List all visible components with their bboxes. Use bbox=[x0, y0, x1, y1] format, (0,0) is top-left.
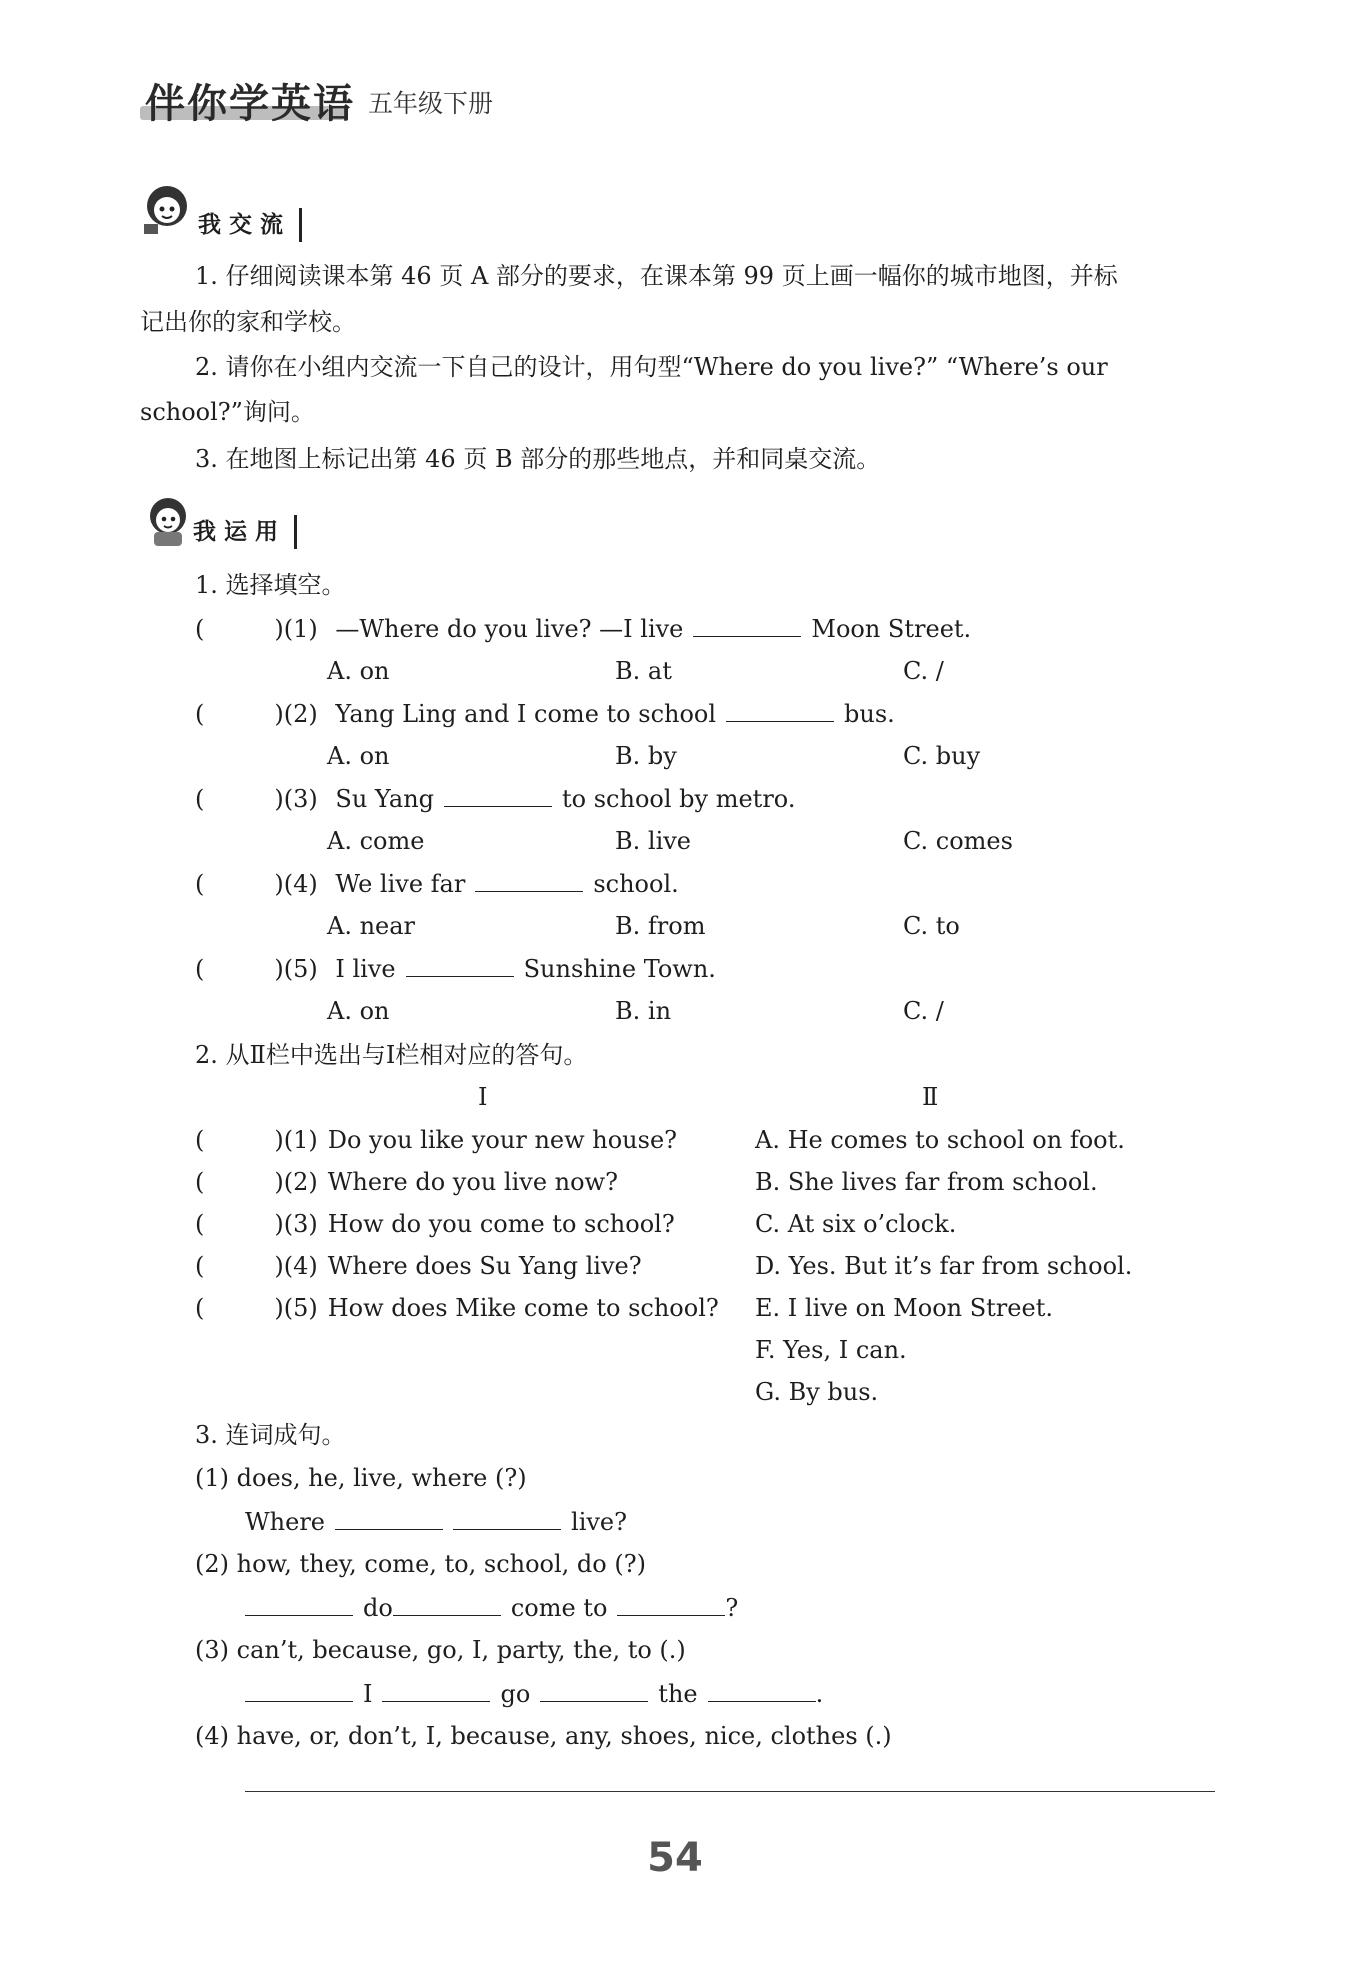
match-left-item: ( )(2) Where do you live now? bbox=[195, 1168, 618, 1196]
paragraph-line: school?”询问。 bbox=[140, 398, 315, 426]
option-c: C. buy bbox=[903, 742, 981, 770]
question-title: 2. 从Ⅱ栏中选出与Ⅰ栏相对应的答句。 bbox=[195, 1041, 588, 1069]
book-subtitle: 五年级下册 bbox=[368, 89, 494, 118]
option-b: B. from bbox=[615, 912, 706, 940]
question-title: 1. 选择填空。 bbox=[195, 571, 346, 599]
word-order-prompt: (4) have, or, don’t, I, because, any, shoes, nice, clothes (.) bbox=[195, 1722, 892, 1750]
mascot-icon bbox=[138, 180, 196, 238]
answer-blank[interactable] bbox=[617, 1591, 725, 1616]
match-right-item: B. She lives far from school. bbox=[755, 1168, 1098, 1196]
match-right-item: D. Yes. But it’s far from school. bbox=[755, 1252, 1133, 1280]
match-left-item: ( )(5) How does Mike come to school? bbox=[195, 1294, 719, 1322]
option-b: B. by bbox=[615, 742, 677, 770]
answer-blank[interactable] bbox=[708, 1677, 816, 1702]
mascot-icon bbox=[138, 492, 196, 550]
option-b: B. at bbox=[615, 657, 672, 685]
paragraph-line: 3. 在地图上标记出第 46 页 B 部分的那些地点，并和同桌交流。 bbox=[195, 445, 881, 473]
match-right-item: A. He comes to school on foot. bbox=[755, 1126, 1125, 1154]
word-order-prompt: (1) does, he, live, where (?) bbox=[195, 1464, 527, 1492]
choice-question: ( )(4) We live far school. bbox=[195, 867, 679, 900]
answer-blank[interactable] bbox=[335, 1505, 443, 1530]
choice-question: ( )(1) —Where do you live? —I live Moon Street. bbox=[195, 612, 971, 645]
page-number: 54 bbox=[647, 1835, 703, 1881]
answer-blank[interactable] bbox=[393, 1591, 501, 1616]
column-header-2: Ⅱ bbox=[922, 1083, 939, 1111]
word-order-answer: I go the . bbox=[245, 1677, 823, 1710]
choice-question: ( )(5) I live Sunshine Town. bbox=[195, 952, 716, 985]
option-a: A. on bbox=[327, 657, 390, 685]
book-title: 伴你学英语 bbox=[145, 81, 355, 127]
choice-question: ( )(3) Su Yang to school by metro. bbox=[195, 782, 795, 815]
answer-blank[interactable] bbox=[406, 952, 514, 977]
match-right-item: F. Yes, I can. bbox=[755, 1336, 907, 1364]
answer-blank[interactable] bbox=[444, 782, 552, 807]
option-c: C. / bbox=[903, 997, 944, 1025]
word-order-prompt: (3) can’t, because, go, I, party, the, to (.) bbox=[195, 1636, 686, 1664]
option-a: A. come bbox=[327, 827, 425, 855]
column-header-1: Ⅰ bbox=[478, 1083, 488, 1111]
answer-line[interactable] bbox=[245, 1791, 1215, 1792]
answer-blank[interactable] bbox=[726, 697, 834, 722]
answer-blank[interactable] bbox=[540, 1677, 648, 1702]
option-a: A. near bbox=[327, 912, 416, 940]
match-right-item: E. I live on Moon Street. bbox=[755, 1294, 1053, 1322]
match-right-item: C. At six o’clock. bbox=[755, 1210, 957, 1238]
option-a: A. on bbox=[327, 997, 390, 1025]
answer-blank[interactable] bbox=[475, 867, 583, 892]
option-c: C. comes bbox=[903, 827, 1013, 855]
section-heading-communicate: 我交流 bbox=[198, 208, 302, 242]
word-order-prompt: (2) how, they, come, to, school, do (?) bbox=[195, 1550, 646, 1578]
paragraph-line: 2. 请你在小组内交流一下自己的设计，用句型“Where do you live?” “Where’s our bbox=[195, 353, 1108, 381]
option-b: B. live bbox=[615, 827, 692, 855]
word-order-answer: Where live? bbox=[245, 1505, 627, 1538]
match-left-item: ( )(3) How do you come to school? bbox=[195, 1210, 675, 1238]
answer-blank[interactable] bbox=[245, 1677, 353, 1702]
option-c: C. / bbox=[903, 657, 944, 685]
option-b: B. in bbox=[615, 997, 672, 1025]
paragraph-line: 记出你的家和学校。 bbox=[140, 308, 356, 336]
choice-question: ( )(2) Yang Ling and I come to school bus. bbox=[195, 697, 895, 730]
paren-open: ( bbox=[195, 615, 205, 643]
match-left-item: ( )(1) Do you like your new house? bbox=[195, 1126, 678, 1154]
answer-blank[interactable] bbox=[453, 1505, 561, 1530]
answer-blank[interactable] bbox=[382, 1677, 490, 1702]
match-left-item: ( )(4) Where does Su Yang live? bbox=[195, 1252, 642, 1280]
match-right-item: G. By bus. bbox=[755, 1378, 879, 1406]
word-order-answer: do come to ? bbox=[245, 1591, 738, 1624]
question-title: 3. 连词成句。 bbox=[195, 1421, 346, 1449]
paragraph-line: 1. 仔细阅读课本第 46 页 A 部分的要求，在课本第 99 页上画一幅你的城市地图，并标 bbox=[195, 262, 1118, 290]
option-c: C. to bbox=[903, 912, 960, 940]
answer-blank[interactable] bbox=[245, 1591, 353, 1616]
option-a: A. on bbox=[327, 742, 390, 770]
section-heading-apply: 我运用 bbox=[193, 515, 297, 549]
answer-blank[interactable] bbox=[693, 612, 801, 637]
